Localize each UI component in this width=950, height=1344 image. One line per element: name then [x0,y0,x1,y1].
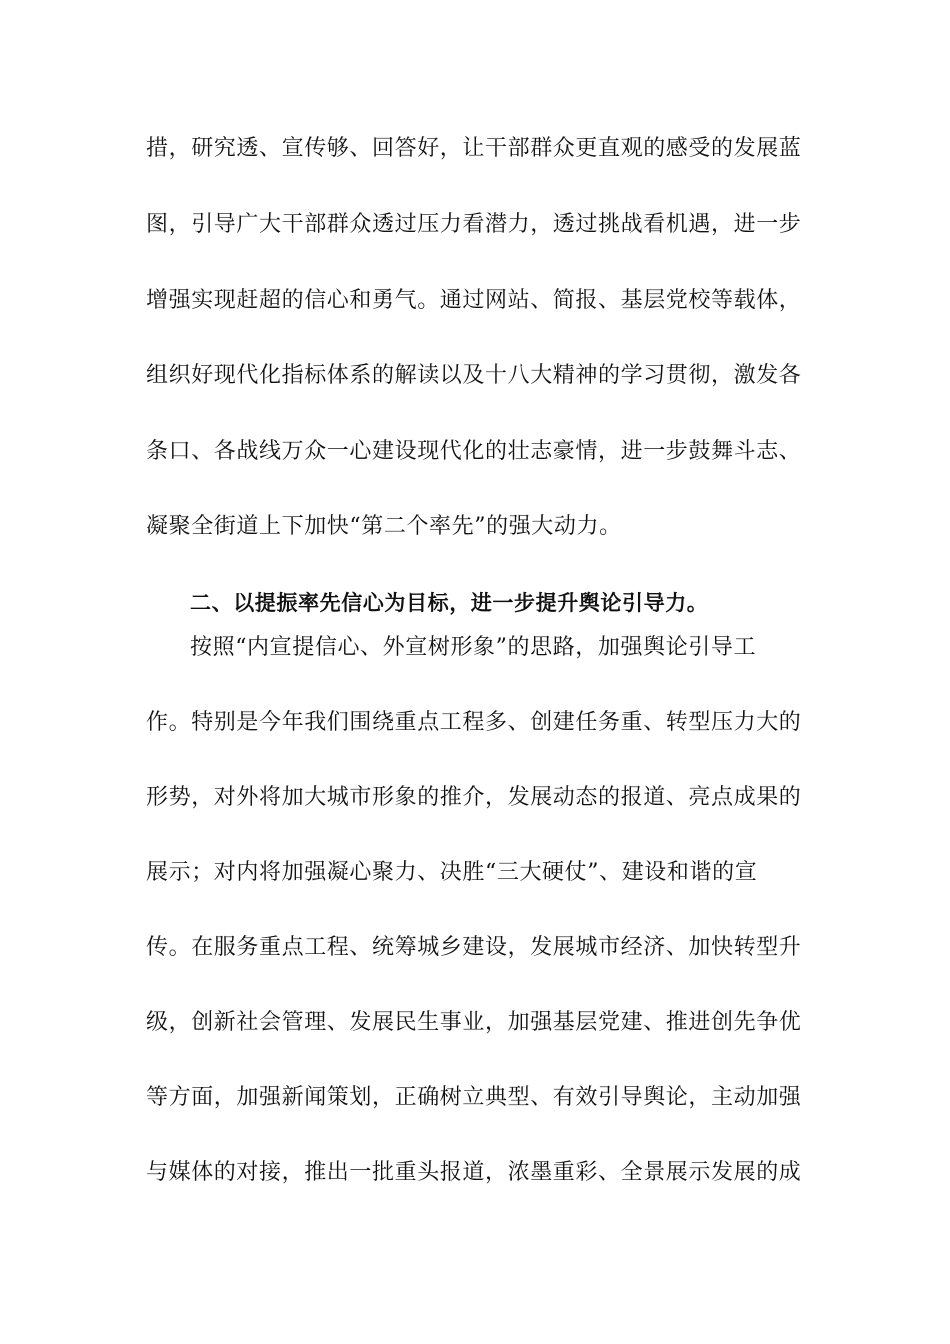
body-text-line: 增强实现赶超的信心和勇气。通过网站、简报、基层党校等载体， [146,288,802,313]
body-text-line: 等方面，加强新闻策划，正确树立典型、有效引导舆论，主动加强 [146,1085,802,1110]
body-text-line: 形势，对外将加大城市形象的推介，发展动态的报道、亮点成果的 [146,785,802,810]
paragraph-first-line: 按照“内宣提信心、外宣树形象”的思路，加强舆论引导工 [190,635,757,660]
body-text-line: 图，引导广大干部群众透过压力看潜力，透过挑战看机遇，进一步 [146,212,802,237]
body-text-line: 级，创新社会管理、发展民生事业，加强基层党建、推进创先争优 [146,1010,802,1035]
body-text-line: 与媒体的对接，推出一批重头报道，浓墨重彩、全景展示发展的成 [146,1160,802,1185]
section-heading: 二、以提振率先信心为目标，进一步提升舆论引导力。 [190,591,709,615]
body-text-line: 条口、各战线万众一心建设现代化的壮志豪情，进一步鼓舞斗志、 [146,439,802,464]
body-text-line: 措，研究透、宣传够、回答好，让干部群众更直观的感受的发展蓝 [146,136,802,161]
body-text-line: 凝聚全街道上下加快“第二个率先”的强大动力。 [146,514,622,539]
body-text-line: 传。在服务重点工程、统筹城乡建设，发展城市经济、加快转型升 [146,935,802,960]
body-text-line: 作。特别是今年我们围绕重点工程多、创建任务重、转型压力大的 [146,710,802,735]
body-text-line: 组织好现代化指标体系的解读以及十八大精神的学习贯彻，激发各 [146,363,802,388]
body-text-line: 展示；对内将加强凝心聚力、决胜“三大硬仗”、建设和谐的宣 [146,860,758,885]
